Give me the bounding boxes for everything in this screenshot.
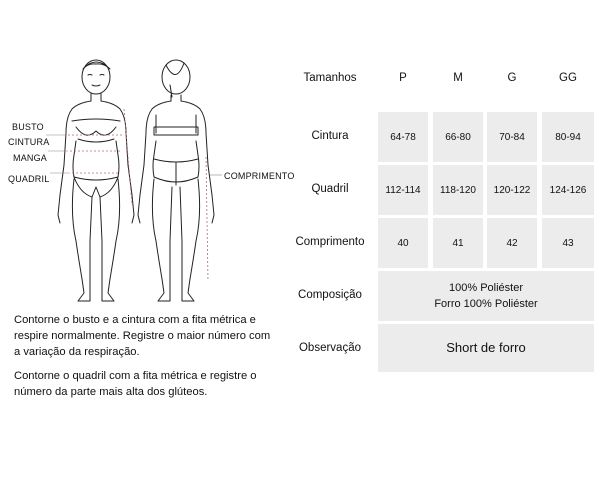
cintura-g: 70-84	[487, 112, 537, 162]
comprimento-m: 41	[433, 218, 483, 268]
size-header-g: G	[507, 72, 517, 84]
row-label-composicao: Composição	[298, 289, 362, 301]
quadril-gg: 124-126	[542, 165, 594, 215]
cintura-p: 64-78	[378, 112, 428, 162]
busto-label: BUSTO	[12, 122, 44, 132]
manga-label: MANGA	[13, 153, 48, 163]
quadril-m: 118-120	[433, 165, 483, 215]
composition-line-1: 100% Poliéster	[449, 282, 523, 294]
front-figure	[58, 60, 134, 301]
size-header-p: P	[399, 72, 407, 84]
quadril-g: 120-122	[487, 165, 537, 215]
comprimento-g: 42	[487, 218, 537, 268]
measurement-illustration	[0, 55, 300, 315]
cintura-gg: 80-94	[542, 112, 594, 162]
size-header-gg: GG	[559, 72, 577, 84]
row-label-observacao: Observação	[298, 342, 361, 354]
size-header-m: M	[453, 72, 463, 84]
body-figures-svg	[0, 55, 300, 315]
instruction-hip: Contorne o quadril com a fita métrica e registre o número da parte mais alta dos glúteos.	[14, 370, 257, 398]
cintura-m: 66-80	[433, 112, 483, 162]
comprimento-p: 40	[378, 218, 428, 268]
measurement-instructions	[14, 312, 276, 408]
quadril-label: QUADRIL	[8, 174, 50, 184]
composition-cell	[378, 271, 594, 321]
back-figure	[138, 60, 214, 301]
row-label-comprimento: Comprimento	[295, 236, 365, 248]
composition-line-2: Forro 100% Poliéster	[434, 298, 538, 310]
instruction-bust-waist: Contorne o busto e a cintura com a fita métrica e respire normalmente. Registre o maior número com a variação da respiração.	[14, 314, 271, 358]
observation-value: Short de forro	[446, 340, 526, 355]
quadril-p: 112-114	[378, 165, 428, 215]
row-label-quadril: Quadril	[311, 183, 349, 195]
comprimento-label: COMPRIMENTO	[224, 171, 295, 181]
header-tamanhos: Tamanhos	[303, 72, 357, 84]
cintura-label: CINTURA	[8, 137, 50, 147]
row-label-cintura: Cintura	[311, 130, 349, 142]
observation-cell	[378, 324, 594, 372]
comprimento-gg: 43	[542, 218, 594, 268]
